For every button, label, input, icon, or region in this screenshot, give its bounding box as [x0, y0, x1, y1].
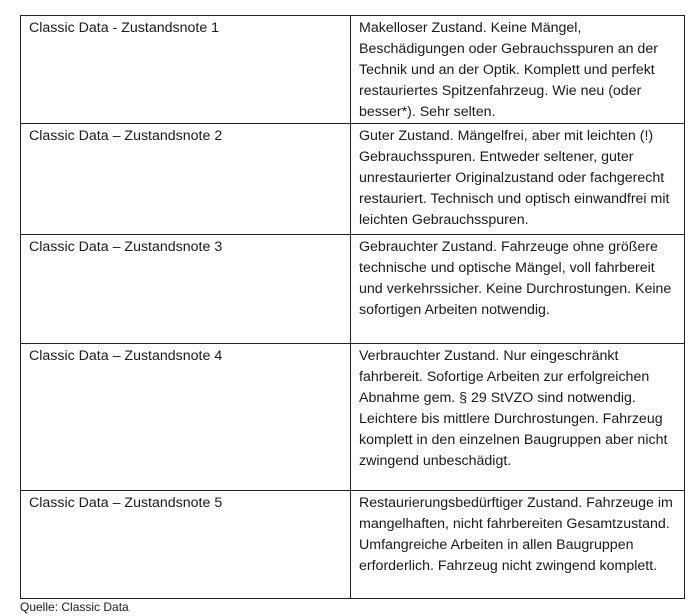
- grade-description: Restaurierungsbedürftiger Zustand. Fahrzeuge im mangelhaften, nicht fahrbereiten Gesamtzustand. Umfangreiche Arbeiten in allen Baugruppen erforderlich. Fahrzeug nicht zwingend komplett.: [351, 491, 685, 599]
- table-row: [21, 124, 685, 235]
- grade-description: Gebrauchter Zustand. Fahrzeuge ohne größere technische und optische Mängel, voll fahrbereit und verkehrssicher. Keine Durchrostungen. Keine sofortigen Arbeiten notwendig.: [351, 235, 685, 344]
- grade-label: Classic Data – Zustandsnote 5: [21, 491, 351, 599]
- condition-grades-table: [20, 15, 685, 599]
- source-caption: Quelle: Classic Data: [20, 600, 129, 614]
- table-row: [21, 235, 685, 344]
- grade-description: Verbrauchter Zustand. Nur eingeschränkt fahrbereit. Sofortige Arbeiten zur erfolgreichen Abnahme gem. § 29 StVZO sind notwendig. Leichtere bis mittlere Durchrostungen. Fahrzeug komplett in den einzelnen Baugruppen aber nicht zwingend unbeschädigt.: [351, 344, 685, 491]
- grade-label: Classic Data – Zustandsnote 3: [21, 235, 351, 344]
- table-row: [21, 16, 685, 124]
- grade-description: Makelloser Zustand. Keine Mängel, Beschädigungen oder Gebrauchsspuren an der Technik und an der Optik. Komplett und perfekt restauriertes Spitzenfahrzeug. Wie neu (oder besser*). Sehr selten.: [351, 16, 685, 124]
- table-row: [21, 491, 685, 599]
- grade-label: Classic Data – Zustandsnote 4: [21, 344, 351, 491]
- document-page: [20, 15, 684, 615]
- grade-description: Guter Zustand. Mängelfrei, aber mit leichten (!) Gebrauchsspuren. Entweder seltener, guter unrestaurierter Originalzustand oder fachgerecht restauriert. Technisch und optisch einwandfrei mit leichten Gebrauchsspuren.: [351, 124, 685, 235]
- grade-label: Classic Data – Zustandsnote 2: [21, 124, 351, 235]
- table-row: [21, 344, 685, 491]
- grade-label: Classic Data - Zustandsnote 1: [21, 16, 351, 124]
